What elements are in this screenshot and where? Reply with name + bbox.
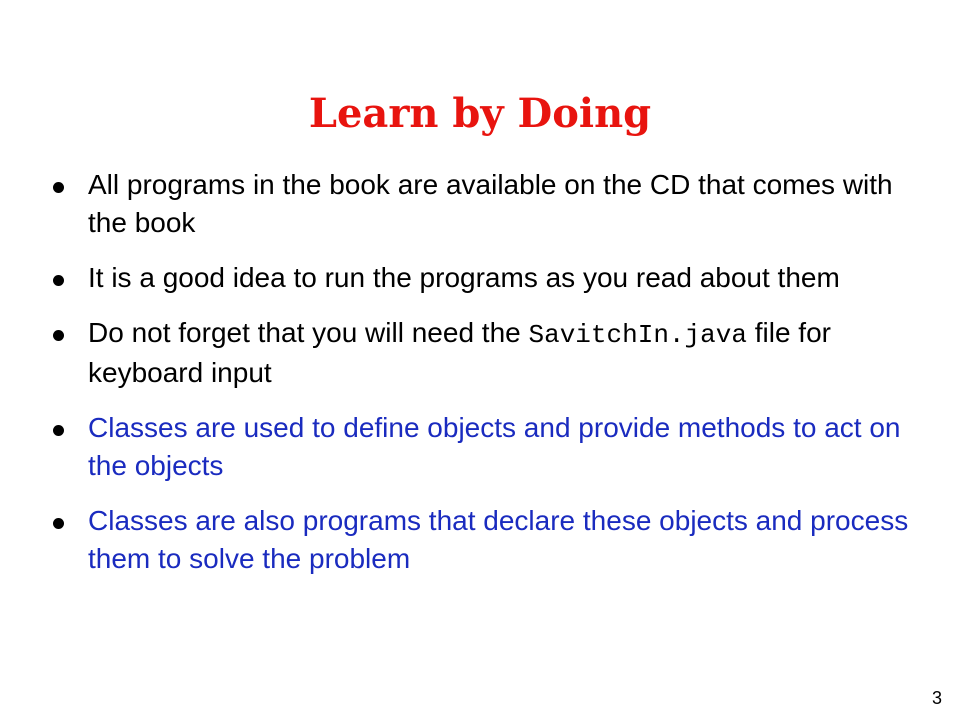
bullet-text-after-code: file for keyboard input <box>88 317 831 388</box>
bullet-dot-icon <box>53 182 64 193</box>
bullet-text: All programs in the book are available on the CD that comes with the book <box>88 169 893 238</box>
bullet-item-run-programs <box>50 259 910 297</box>
bullet-text: It is a good idea to run the programs as you read about them <box>88 262 840 293</box>
bullet-item-cd-programs <box>50 166 910 242</box>
bullet-item-classes-define <box>50 409 910 485</box>
bullet-list <box>50 166 910 595</box>
bullet-dot-icon <box>53 518 64 529</box>
bullet-text: Classes are also programs that declare these objects and process them to solve the problem <box>88 505 909 574</box>
bullet-item-classes-programs <box>50 502 910 578</box>
slide-title: Learn by Doing <box>308 90 652 137</box>
bullet-dot-icon <box>53 275 64 286</box>
bullet-text: Classes are used to define objects and provide methods to act on the objects <box>88 412 901 481</box>
code-filename: SavitchIn.java <box>528 320 747 350</box>
bullet-text-before-code: Do not forget that you will need the <box>88 317 529 348</box>
page-number: 3 <box>931 688 942 708</box>
bullet-item-savitchin <box>50 314 910 392</box>
bullet-dot-icon <box>53 425 64 436</box>
bullet-dot-icon <box>53 330 64 341</box>
